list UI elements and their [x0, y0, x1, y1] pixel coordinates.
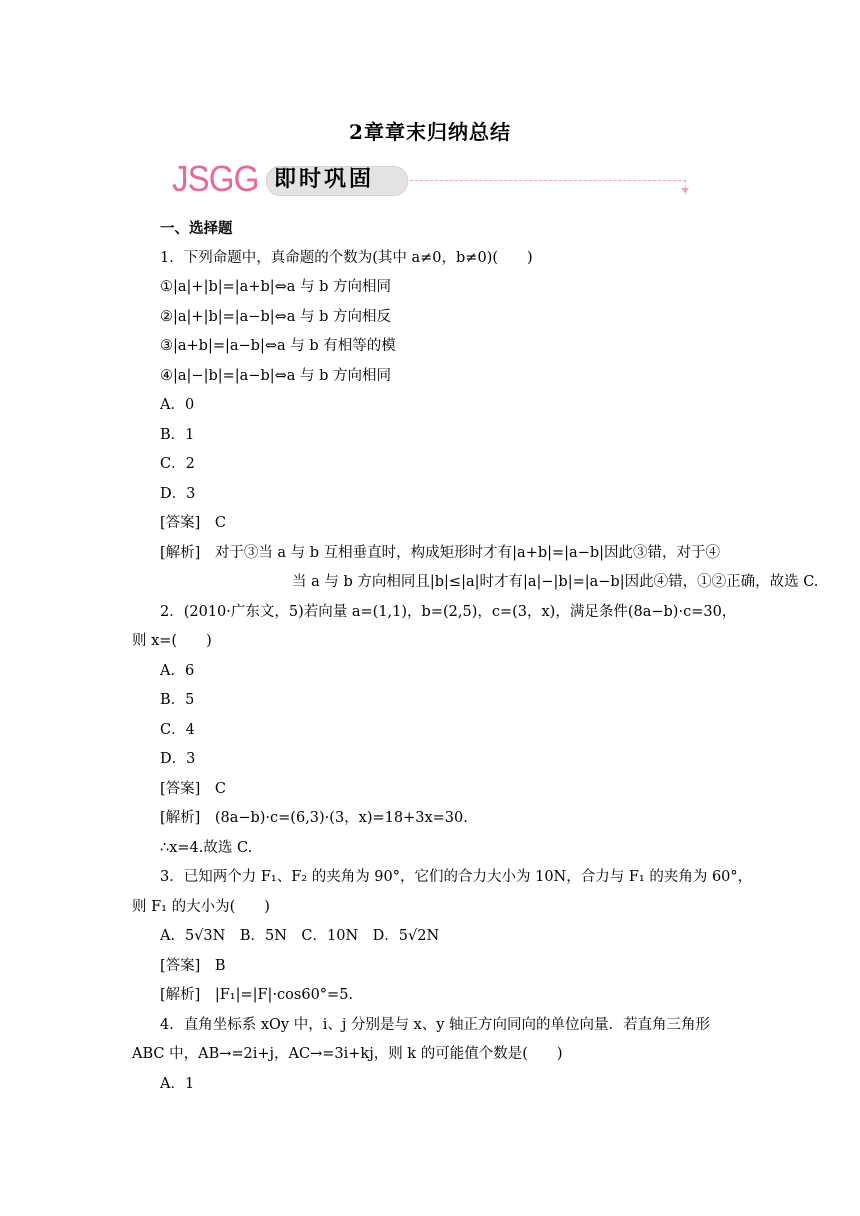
question-1: 1．下列命题中，真命题的个数为(其中 a≠0，b≠0)( ) — [160, 249, 533, 266]
page-title: 2章章末归纳总结 — [349, 120, 511, 144]
option-a: A．0 — [160, 397, 195, 413]
statement-2: ②|a|+|b|=|a−b|⇔a 与 b 方向相反 — [160, 308, 392, 325]
answer: [答案] C — [160, 780, 226, 797]
option-d: D．3 — [160, 751, 196, 767]
explanation-cont: ∴x=4.故选 C. — [160, 839, 253, 856]
section-heading: 一、选择题 — [160, 220, 233, 237]
banner-arrow-icon — [681, 188, 689, 193]
explanation: [解析] |F₁|=|F|·cos60°=5. — [160, 987, 354, 1003]
option-a: A．1 — [160, 1075, 195, 1092]
option-d: D．3 — [160, 485, 196, 502]
question-4: 4．直角坐标系 xOy 中，i、j 分别是与 x、y 轴正方向同向的单位向量．若直角三角形 — [160, 1016, 711, 1033]
option-c: C．2 — [160, 456, 195, 472]
document-body — [132, 214, 819, 1099]
statement-1: ①|a|+|b|=|a+b|⇔a 与 b 方向相同 — [160, 279, 392, 295]
explanation: [解析] (8a−b)·c=(6,3)·(3，x)=18+3x=30. — [160, 810, 468, 826]
statement-4: ④|a|−|b|=|a−b|⇔a 与 b 方向相同 — [160, 367, 392, 384]
answer: [答案] B — [160, 957, 226, 974]
answer: [答案] C — [160, 515, 226, 531]
question-2: 2．(2010·广东文，5)若向量 a=(1,1)，b=(2,5)，c=(3，x)，满足条件(8a−b)·c=30， — [160, 603, 737, 620]
options-inline: A．5√3N B．5N C．10N D．5√2N — [160, 928, 440, 944]
banner-label: 即时巩固 — [274, 167, 375, 192]
question-3: 3．已知两个力 F₁、F₂ 的夹角为 90°，它们的合力大小为 10N，合力与 F₁ 的夹角为 60°， — [160, 869, 753, 885]
option-a: A．6 — [160, 662, 195, 679]
option-b: B．5 — [160, 692, 195, 708]
section-banner — [170, 158, 700, 200]
question-2-cont: 则 x=( ) — [132, 633, 212, 649]
option-c: C．4 — [160, 721, 195, 738]
explanation: [解析] 对于③当 a 与 b 互相垂直时，构成矩形时才有|a+b|=|a−b|因此③错，对于④ — [160, 544, 721, 561]
option-b: B．1 — [160, 426, 195, 443]
statement-3: ③|a+b|=|a−b|⇔a 与 b 有相等的模 — [160, 338, 396, 354]
explanation-cont: 当 a 与 b 方向相同且|b|≤|a|时才有|a|−|b|=|a−b|因此④错，①②正确，故选 C. — [292, 574, 819, 590]
question-3-cont: 则 F₁ 的大小为( ) — [132, 898, 270, 915]
question-4-cont: ABC 中，AB→=2i+j，AC→=3i+kj，则 k 的可能值个数是( ) — [132, 1046, 563, 1062]
banner-dashed-line — [410, 180, 686, 181]
banner-logo: JSGG — [172, 158, 259, 199]
